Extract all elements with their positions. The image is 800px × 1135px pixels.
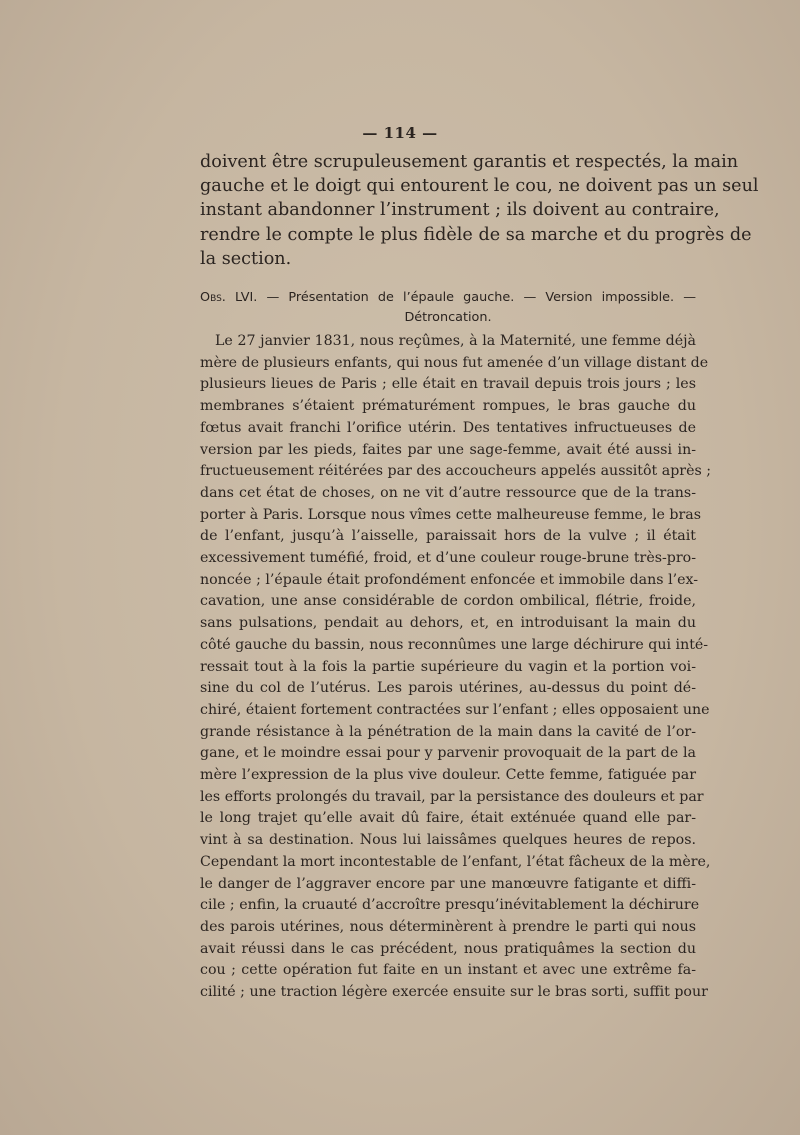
text-line: Le 27 janvier 1831, nous reçûmes, à la Maternité, une femme déjà — [215, 333, 696, 349]
text-line: chiré, étaient fortement contractées sur l’enfant ; elles opposaient une — [200, 701, 710, 718]
text-line: vint à sa destination. Nous lui laissâmes quelques heures de repos. — [200, 832, 696, 849]
text-line: mère l’expression de la plus vive douleur. Cette femme, fatiguée par — [200, 767, 696, 784]
text-line: fructueusement réitérées par des accoucheurs appelés aussitôt après ; — [200, 463, 712, 480]
observation-title: — Présentation de l’épaule gauche. — Version impossible. — — [266, 290, 696, 305]
text-line: cile ; enfin, la cruauté d’accroître presqu’inévitablement la déchirure — [200, 897, 700, 914]
text-line: sine du col de l’utérus. Les parois utérines, au-dessus du point dé- — [200, 680, 696, 697]
text-line: de l’enfant, jusqu’à l’aisselle, paraissait hors de la vulve ; il était — [200, 528, 696, 545]
text-line: porter à Paris. Lorsque nous vîmes cette malheureuse femme, le bras — [200, 506, 701, 523]
text-line: plusieurs lieues de Paris ; elle était en travail depuis trois jours ; les — [200, 376, 696, 393]
text-line: des parois utérines, nous déterminèrent à prendre le parti qui nous — [200, 918, 696, 935]
text-line: le long trajet qu’elle avait dû faire, était exténuée quand elle par- — [200, 810, 696, 827]
text-line: sans pulsations, pendait au dehors, et, en introduisant la main du — [200, 615, 696, 632]
observation-label: Obs. LVI. — [200, 290, 258, 305]
text-line: cilité ; une traction légère exercée ensuite sur le bras sorti, suffit pour — [200, 984, 708, 1001]
text-line: gane, et le moindre essai pour y parvenir provoquait de la part de la — [200, 745, 696, 762]
text-line: rendre le compte le plus fidèle de sa marche et du progrès de — [200, 224, 752, 245]
text-line: côté gauche du bassin, nous reconnûmes une large déchirure qui inté- — [200, 636, 709, 653]
observation-title-line — [200, 288, 696, 308]
observation-heading — [200, 288, 696, 328]
text-line: grande résistance à la pénétration de la main dans la cavité de l’or- — [200, 723, 696, 740]
text-line: noncée ; l’épaule était profondément enfoncée et immobile dans l’ex- — [200, 571, 699, 588]
page-number: — 114 — — [362, 124, 438, 142]
lead-paragraph — [200, 150, 759, 271]
text-line: mère de plusieurs enfants, qui nous fut amenée d’un village distant de — [200, 354, 709, 371]
text-line: gauche et le doigt qui entourent le cou, ne doivent pas un seul — [200, 176, 759, 197]
text-line: membranes s’étaient prématurément rompues, le bras gauche du — [200, 398, 696, 415]
text-line: avait réussi dans le cas précédent, nous pratiquâmes la section du — [200, 940, 696, 957]
text-line: cou ; cette opération fut faite en un instant et avec une extrême fa- — [200, 962, 696, 979]
text-line: instant abandonner l’instrument ; ils doivent au contraire, — [200, 200, 720, 221]
text-line: version par les pieds, faites par une sage-femme, avait été aussi in- — [200, 441, 696, 458]
text-line: excessivement tuméfié, froid, et d’une couleur rouge-brune très-pro- — [200, 550, 696, 567]
text-line: fœtus avait franchi l’orifice utérin. Des tentatives infructueuses de — [200, 419, 696, 436]
body-paragraph — [200, 331, 712, 1004]
text-line: ressait tout à la fois la partie supérieure du vagin et la portion voi- — [200, 658, 696, 675]
text-line: dans cet état de choses, on ne vit d’autre ressource que de la trans- — [200, 484, 696, 501]
text-line: les efforts prolongés du travail, par la persistance des douleurs et par — [200, 788, 704, 805]
text-line: le danger de l’aggraver encore par une manœuvre fatigante et diffi- — [200, 875, 696, 892]
text-line: Cependant la mort incontestable de l’enfant, l’état fâcheux de la mère, — [200, 853, 711, 870]
text-line: la section. — [200, 248, 292, 269]
observation-subtitle: Détroncation. — [404, 310, 492, 325]
text-line: cavation, une anse considérable de cordon ombilical, flétrie, froide, — [200, 593, 696, 610]
text-line: doivent être scrupuleusement garantis et respectés, la main — [200, 152, 739, 172]
